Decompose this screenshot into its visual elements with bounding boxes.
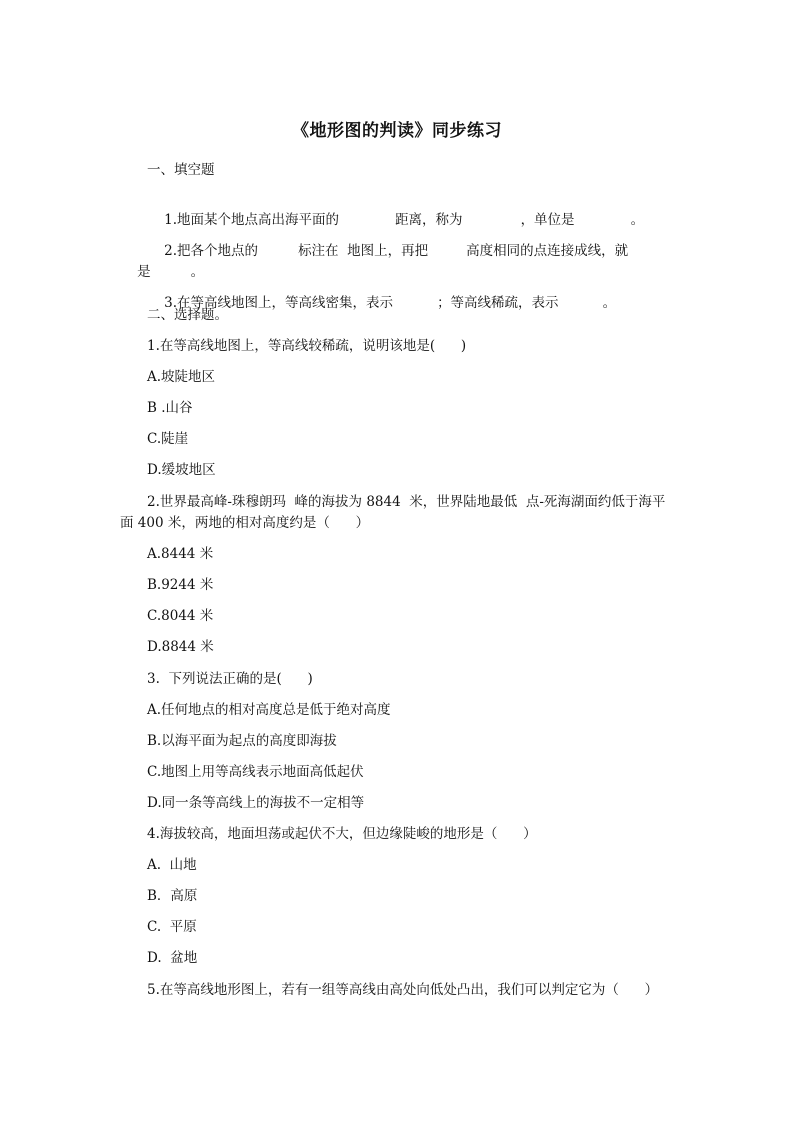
choice-question-3-stem: 3. 下列说法正确的是( ) bbox=[147, 671, 313, 687]
choice-q3-option-c: C.地图上用等高线表示地面高低起伏 bbox=[147, 764, 364, 780]
choice-q4-option-b: B．高原 bbox=[147, 888, 198, 904]
choice-q1-option-a: A.坡陡地区 bbox=[147, 369, 216, 385]
fill-q2-text-b: 标注在 地图上，再把 bbox=[298, 243, 429, 259]
fill-question-2-line1 bbox=[147, 221, 628, 281]
section-heading-fill-in: 一、填空题 bbox=[147, 162, 215, 178]
choice-q2-option-b: B.9244 米 bbox=[147, 577, 214, 593]
choice-q2-option-c: C.8044 米 bbox=[147, 608, 214, 624]
choice-q4-option-c: C. 平原 bbox=[147, 919, 197, 935]
fill-q2-text-c: 高度相同的点连接成线，就 bbox=[466, 243, 629, 259]
choice-q1-option-d: D.缓坡地区 bbox=[147, 462, 216, 478]
choice-q3-option-a: A.任何地点的相对高度总是低于绝对高度 bbox=[147, 702, 391, 718]
choice-q4-option-d: D. 盆地 bbox=[147, 950, 198, 966]
fill-q2-text-d: 是 bbox=[137, 264, 151, 280]
choice-question-2-stem-line1: 2.世界最高峰-珠穆朗玛 峰的海拔为 8844 米，世界陆地最低 点-死海湖面约低于海平 bbox=[147, 494, 666, 510]
choice-q2-option-a: A.8444 米 bbox=[147, 546, 214, 562]
choice-q3-option-b: B.以海平面为起点的高度即海拔 bbox=[147, 733, 337, 749]
choice-q1-option-c: C.陡崖 bbox=[147, 431, 189, 447]
choice-question-1-stem: 1.在等高线地图上，等高线较稀疏，说明该地是( ) bbox=[147, 338, 467, 354]
choice-question-4-stem: 4.海拔较高，地面坦荡或起伏不大，但边缘陡峻的地形是（ ） bbox=[147, 826, 537, 842]
fill-q3-text-a: 3.在等高线地图上，等高线密集，表示 bbox=[164, 295, 394, 311]
fill-q3-text-b: ；等高线稀疏，表示 bbox=[437, 295, 559, 311]
section-heading-choice: 二、选择题。 bbox=[147, 307, 228, 323]
fill-q2-text-e: 。 bbox=[190, 264, 205, 280]
fill-q1-text-a: 1.地面某个地点高出海平面的 bbox=[164, 212, 340, 228]
fill-q2-text-a: 2.把各个地点的 bbox=[164, 243, 259, 259]
document-title: 《地形图的判读》同步练习 bbox=[292, 121, 502, 141]
fill-q3-text-c: 。 bbox=[602, 295, 617, 311]
choice-q4-option-a: A. 山地 bbox=[147, 857, 197, 873]
choice-question-5-stem: 5.在等高线地形图上，若有一组等高线由高处向低处凸出，我们可以判定它为（ ） bbox=[147, 982, 659, 998]
fill-q1-text-b: 距离，称为 bbox=[395, 212, 463, 228]
fill-q1-text-c: ，单位是 bbox=[520, 212, 575, 228]
choice-q3-option-d: D.同一条等高线上的海拔不一定相等 bbox=[147, 795, 365, 811]
choice-question-2-stem-line2: 面 400 米，两地的相对高度约是（ ） bbox=[120, 515, 370, 531]
choice-q1-option-b: B .山谷 bbox=[147, 400, 193, 416]
fill-q1-text-d: 。 bbox=[630, 212, 645, 228]
choice-q2-option-d: D.8844 米 bbox=[147, 639, 214, 655]
